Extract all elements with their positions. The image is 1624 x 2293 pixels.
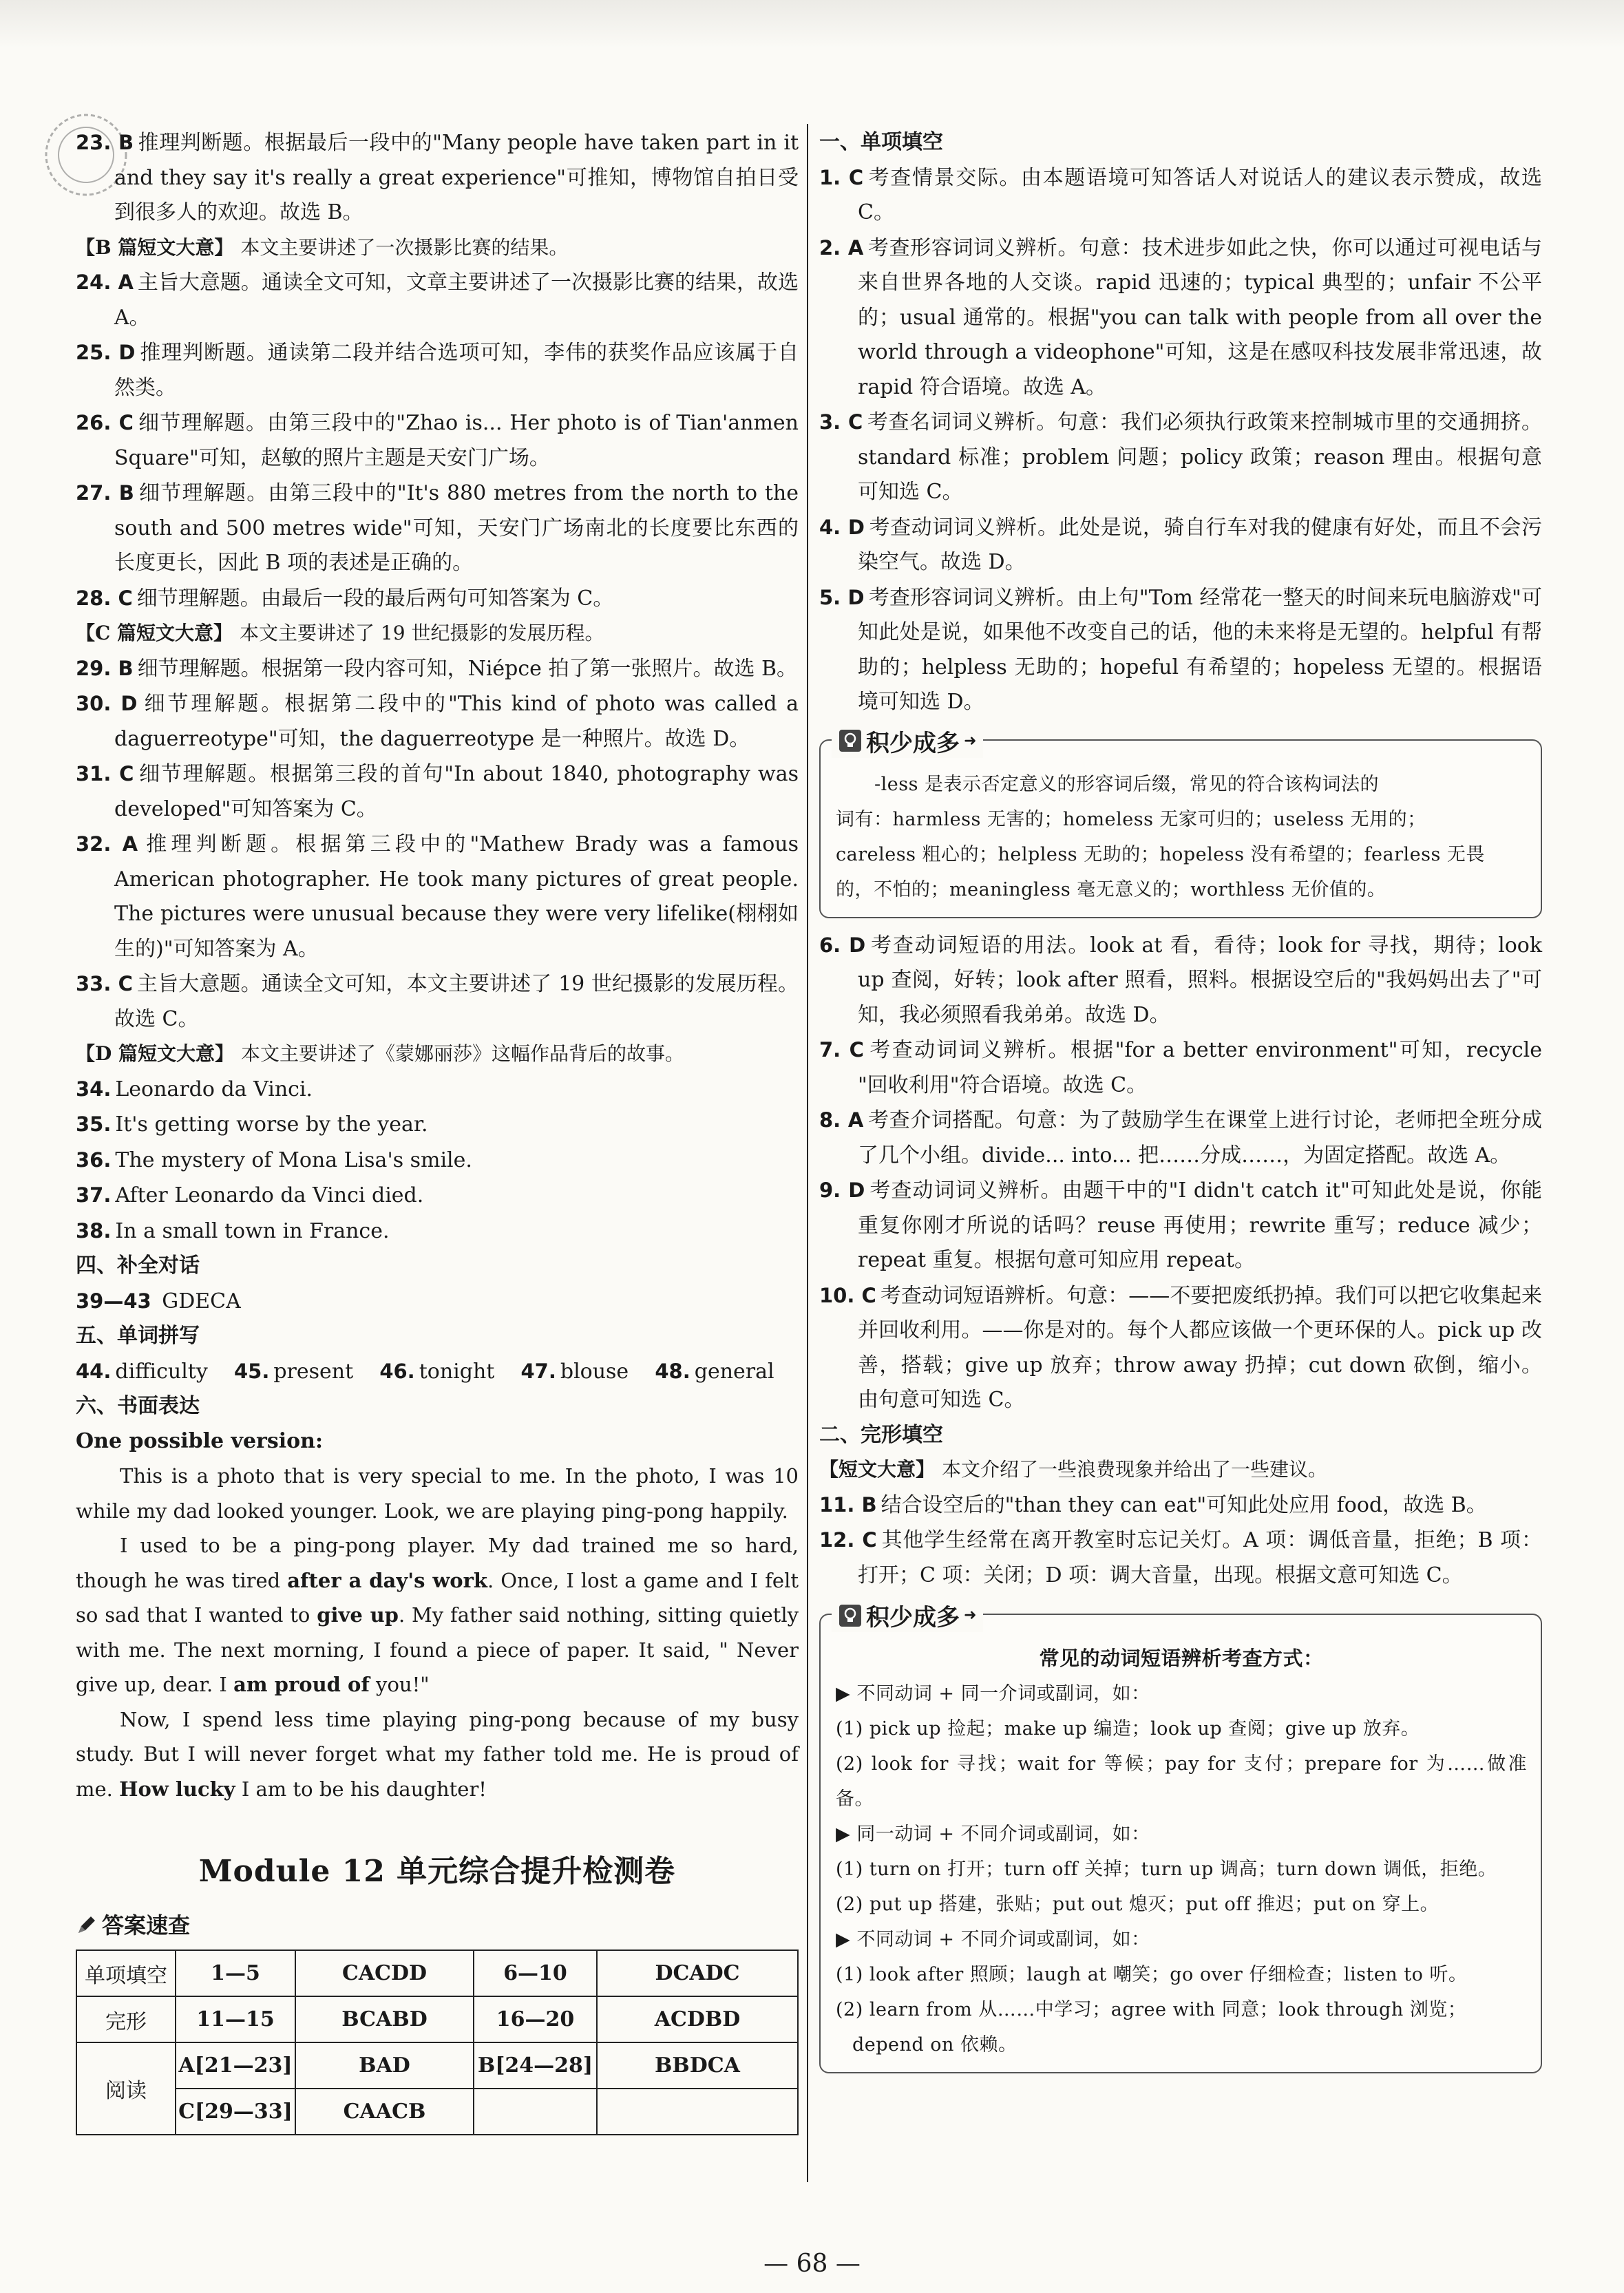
answer-38: 38. In a small town in France. [76, 1218, 390, 1243]
module-title: Module 12 单元综合提升检测卷 [198, 1854, 676, 1889]
section-6-heading: 六、书面表达 [76, 1394, 200, 1418]
answer-35: 35. It's getting worse by the year. [76, 1112, 428, 1137]
one-possible-version: One possible version: [76, 1428, 324, 1453]
answer-37: 37. After Leonardo da Vinci died. [76, 1183, 424, 1207]
answer-r11: 11. B 结合设空后的"than they can eat"可知此处应用 food，故选 B。 [819, 1492, 1487, 1517]
left-column [76, 125, 799, 2135]
answer-36: 36. The mystery of Mona Lisa's smile. [76, 1148, 472, 1172]
answer-quick-heading: 答案速查 [76, 1908, 799, 1940]
section-1-heading: 一、单项填空 [819, 130, 943, 154]
answer-r6: 6. D 考查动词短语的用法。look at 看，看待；look for 寻找，期待；look up 查阅，好转；look after 照看，照料。根据设空后的"我妈妈出去了"可知，我必须照看我弟弟。故选 D。 [819, 933, 1542, 1027]
table-row: 单项填空 1—5 CACDD 6—10 DCADC [76, 1950, 798, 1996]
tip-box-1: 积少成多 ➜ -less 是表示否定意义的形容词后缀，常见的符合该构词法的 词有：harmless 无害的；homeless 无家可归的；useless 无用的； careless 粗心的；helpless 无助的；hopeless 没有希望的；fearless 无畏 的，不怕的；meaningless 毫无意义的；worthless 无价值的。 [819, 739, 1542, 918]
summary-c: 【C 篇短文大意】 本文主要讲述了 19 世纪摄影的发展历程。 [76, 622, 604, 644]
summary-cloze: 【短文大意】 本文介绍了一些浪费现象并给出了一些建议。 [819, 1458, 1328, 1481]
section-5-heading: 五、单词拼写 [76, 1324, 200, 1348]
summary-d: 【D 篇短文大意】 本文主要讲述了《蒙娜丽莎》这幅作品背后的故事。 [76, 1042, 685, 1065]
section-2-heading: 二、完形填空 [819, 1422, 943, 1447]
tip-box-title: 积少成多 ➜ [832, 1598, 983, 1632]
essay-paragraph-1: This is a photo that is very special to me. In the photo, I was 10 while my dad looked younger. Look, we are playing ping-pong happily. [76, 1464, 799, 1523]
answer-30: 30. D 细节理解题。根据第二段中的"This kind of photo was called a daguerreotype"可知，the daguerreotype 是一种照片。故选 D。 [76, 692, 799, 751]
answer-31: 31. C 细节理解题。根据第三段的首句"In about 1840, photography was developed"可知答案为 C。 [76, 762, 799, 821]
tip-box-2: 积少成多 ➜ 常见的动词短语辨析考查方式： ▶ 不同动词 + 同一介词或副词，如： (1) pick up 捡起；make up 编造；look up 查阅；give up 放弃。 (2) look for 寻找；wait for 等候；pay for 支付；prepare for 为……做准备。 ▶ 同一动词 + 不同介词或副词，如： (1) turn on 打开；turn off 关掉；turn up 调高；turn down 调低，拒绝。 (2) put up 搭建，张贴；put out 熄灭；put off 推迟；put on 穿上。 ▶ 不同动词 + 不同介词或副词，如： (1) look after 照顾；laugh at 嘲笑；go over 仔细检查；listen to 听。 (2) learn from 从……中学习；agree with 同意；look through 浏览； depend on 依赖。 [819, 1614, 1542, 2073]
essay-paragraph-3: Now, I spend less time playing ping-pong because of my busy study. But I will never forget what my father told me. He is proud of me. How lucky I am to be his daughter! [76, 1707, 799, 1801]
page-number: — 68 — [763, 2250, 861, 2278]
answer-29: 29. B 细节理解题。根据第一段内容可知，Niépce 拍了第一张照片。故选 B。 [76, 656, 798, 681]
answer-r7: 7. C 考查动词词义辨析。根据"for a better environment"可知，recycle "回收利用"符合语境。故选 C。 [819, 1038, 1542, 1097]
answer-r4: 4. D 考查动词词义辨析。此处是说，骑自行车对我的健康有好处，而且不会污染空气。故选 D。 [819, 515, 1542, 574]
arrow-icon: ➜ [964, 1607, 977, 1624]
answer-34: 34. Leonardo da Vinci. [76, 1077, 313, 1101]
right-column [819, 125, 1542, 2083]
answer-33: 33. C 主旨大意题。通读全文可知，本文主要讲述了 19 世纪摄影的发展历程。故选 C。 [76, 972, 799, 1031]
answer-r2: 2. A 考查形容词词义辨析。句意：技术进步如此之快，你可以通过可视电话与来自世界各地的人交谈。rapid 迅速的；typical 典型的；unfair 不公平的；usual 通常的。根据"you can talk with people from all over the world through a videophone"可知，这是在感叹科技发展非常迅速，故 rapid 符合语境。故选 A。 [819, 235, 1542, 399]
answer-39-43: 39—43 GDECA [76, 1289, 241, 1313]
essay-paragraph-2: I used to be a ping-pong player. My dad trained me so hard, though he was tired after a day's work. Once, I lost a game and I felt so sad that I wanted to give up. My father said nothing, sitting quietly with me. The next morning, I found a piece of paper. It said, " Never give up, dear. I am proud of you!" [76, 1534, 799, 1696]
column-divider [807, 124, 808, 2182]
answer-r10: 10. C 考查动词短语辨析。句意：——不要把废纸扔掉。我们可以把它收集起来并回收利用。——你是对的。每个人都应该做一个更环保的人。pick up 改善，搭载；give up 放弃；throw away 扔掉；cut down 砍倒，缩小。由句意可知选 C。 [819, 1283, 1542, 1412]
page-top-shadow [0, 0, 1624, 48]
arrow-icon: ➜ [964, 732, 977, 750]
answer-r3: 3. C 考查名词词义辨析。句意：我们必须执行政策来控制城市里的交通拥挤。standard 标准；problem 问题；policy 政策；reason 理由。根据句意可知选 C。 [819, 410, 1543, 504]
answer-r1: 1. C 考查情景交际。由本题语境可知答话人对说话人的建议表示赞成，故选 C。 [819, 165, 1543, 224]
answer-table [76, 1949, 799, 2135]
answer-r5: 5. D 考查形容词词义辨析。由上句"Tom 经常花一整天的时间来玩电脑游戏"可知此处是说，如果他不改变自己的话，他的未来将是无望的。helpful 有帮助的；helpless 无助的；hopeful 有希望的；hopeless 无望的。根据语境可知选 D。 [819, 585, 1542, 714]
table-row: 完形 11—15 BCABD 16—20 ACDBD [76, 1996, 798, 2042]
lightbulb-icon [839, 729, 862, 752]
answer-28: 28. C 细节理解题。由最后一段的最后两句可知答案为 C。 [76, 586, 614, 611]
pencil-icon [76, 1915, 96, 1936]
section-4-heading: 四、补全对话 [76, 1254, 200, 1278]
answer-32: 32. A 推理判断题。根据第三段中的"Mathew Brady was a famous American photographer. He took many pictures of great people. The pictures were unusual because they were very lifelike(栩栩如生的)"可知答案为 A。 [76, 832, 799, 961]
tip-box-title: 积少成多 ➜ [832, 724, 983, 758]
answer-24: 24. A 主旨大意题。通读全文可知，文章主要讲述了一次摄影比赛的结果，故选 A。 [76, 271, 799, 330]
answer-27: 27. B 细节理解题。由第三段中的"It's 880 metres from the north to the south and 500 metres wide"可知，天安门广场南北的长度要比东西的长度更长，因此 B 项的表述是正确的。 [76, 481, 799, 575]
answer-26: 26. C 细节理解题。由第三段中的"Zhao is... Her photo is of Tian'anmen Square"可知，赵敏的照片主题是天安门广场。 [76, 411, 799, 470]
lightbulb-icon [839, 1604, 862, 1627]
answer-25: 25. D 推理判断题。通读第二段并结合选项可知，李伟的获奖作品应该属于自然类。 [76, 341, 799, 400]
answer-r12: 12. C 其他学生经常在离开教室时忘记关灯。A 项：调低音量，拒绝；B 项：打开；C 项：关闭；D 项：调大音量，出现。根据文意可知选 C。 [819, 1528, 1542, 1587]
table-row: C[29—33] CAACB [76, 2089, 798, 2135]
spelling-answers: 44. difficulty 45. present 46. tonight 47. blouse 48. general [76, 1359, 774, 1384]
table-row: 阅读 A[21—23] BAD B[24—28] BBDCA [76, 2042, 798, 2089]
answer-23: 23. B 推理判断题。根据最后一段中的"Many people have taken part in it and they say it's really a great experience"可推知，博物馆自拍日受到很多人的欢迎。故选 B。 [76, 131, 799, 224]
answer-r9: 9. D 考查动词词义辨析。由题干中的"I didn't catch it"可知此处是说，你能重复你刚才所说的话吗？reuse 再使用；rewrite 重写；reduce 减少；repeat 重复。根据句意可知应用 repeat。 [819, 1179, 1542, 1272]
summary-b: 【B 篇短文大意】 本文主要讲述了一次摄影比赛的结果。 [76, 235, 569, 259]
answer-r8: 8. A 考查介词搭配。句意：为了鼓励学生在课堂上进行讨论，老师把全班分成了几个小组。divide... into... 把……分成……，为固定搭配。故选 A。 [819, 1108, 1542, 1167]
